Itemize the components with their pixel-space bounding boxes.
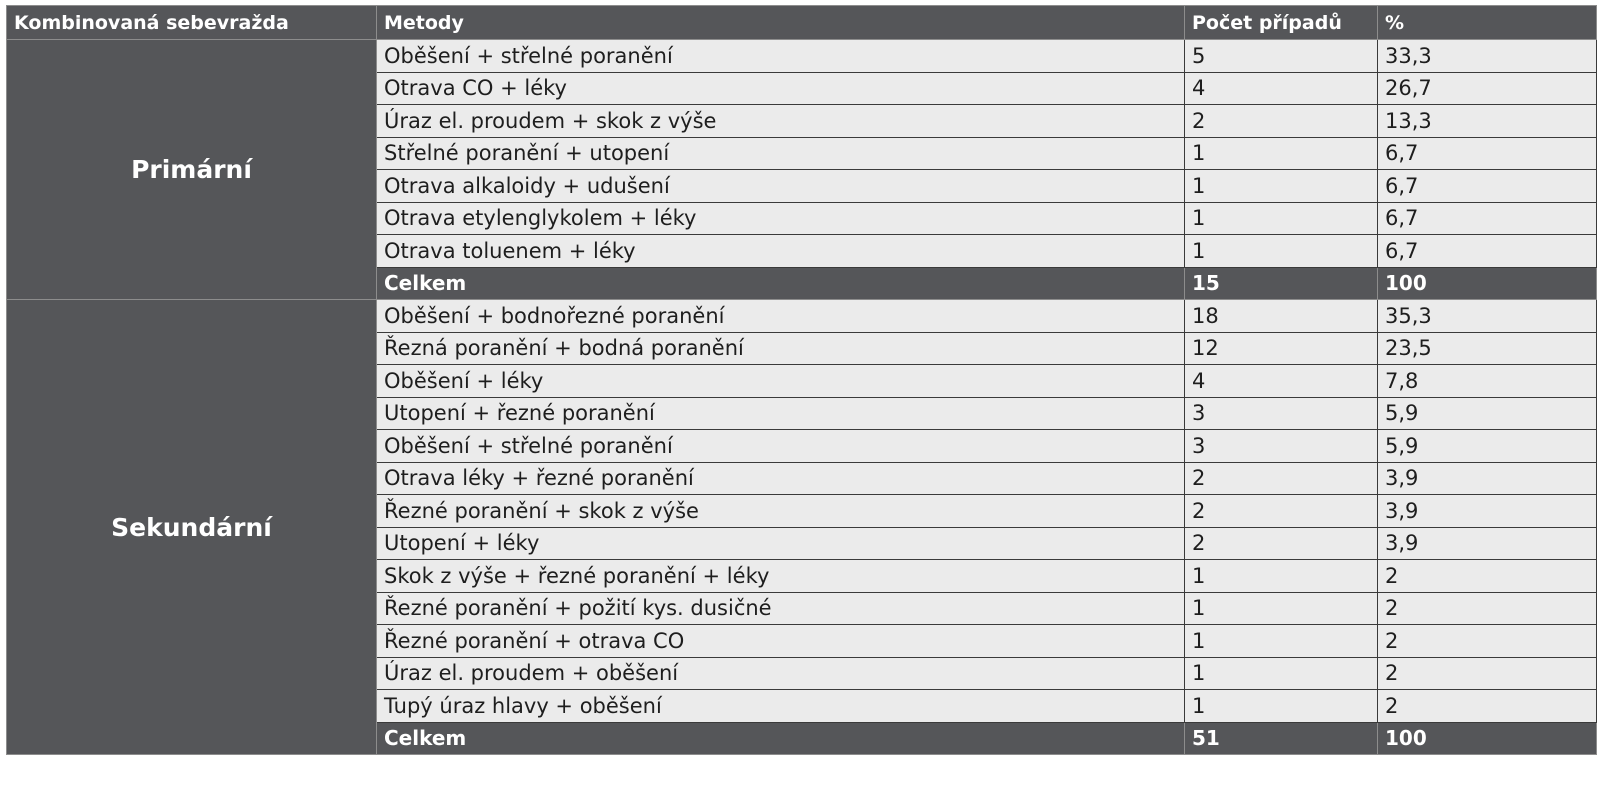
method-cell: Otrava léky + řezné poranění [377, 462, 1185, 495]
percent-cell: 13,3 [1378, 105, 1597, 138]
method-cell: Otrava CO + léky [377, 72, 1185, 105]
percent-cell: 26,7 [1378, 72, 1597, 105]
method-cell: Oběšení + střelné poranění [377, 40, 1185, 73]
method-cell: Střelné poranění + utopení [377, 137, 1185, 170]
percent-cell: 2 [1378, 690, 1597, 723]
method-cell: Utopení + léky [377, 527, 1185, 560]
percent-cell: 2 [1378, 560, 1597, 593]
combined-suicide-table [6, 5, 1597, 755]
table-header [7, 6, 1597, 40]
count-cell: 5 [1185, 40, 1378, 73]
percent-cell: 35,3 [1378, 300, 1597, 333]
percent-cell: 3,9 [1378, 527, 1597, 560]
method-cell: Řezná poranění + bodná poranění [377, 332, 1185, 365]
count-cell: 1 [1185, 657, 1378, 690]
count-cell: 1 [1185, 592, 1378, 625]
method-cell: Otrava toluenem + léky [377, 235, 1185, 268]
method-cell: Řezné poranění + otrava CO [377, 625, 1185, 658]
count-cell: 2 [1185, 495, 1378, 528]
percent-cell: 2 [1378, 592, 1597, 625]
header-percent: % [1378, 6, 1597, 40]
method-cell: Skok z výše + řezné poranění + léky [377, 560, 1185, 593]
table-container [6, 5, 1596, 755]
percent-cell: 6,7 [1378, 202, 1597, 235]
count-cell: 18 [1185, 300, 1378, 333]
percent-cell: 2 [1378, 625, 1597, 658]
count-cell: 1 [1185, 690, 1378, 723]
count-cell: 4 [1185, 72, 1378, 105]
method-cell: Utopení + řezné poranění [377, 397, 1185, 430]
count-cell: 1 [1185, 235, 1378, 268]
total-count: 15 [1185, 267, 1378, 300]
percent-cell: 3,9 [1378, 462, 1597, 495]
group-label: Sekundární [7, 300, 377, 755]
percent-cell: 6,7 [1378, 235, 1597, 268]
method-cell: Otrava alkaloidy + udušení [377, 170, 1185, 203]
method-cell: Řezné poranění + skok z výše [377, 495, 1185, 528]
percent-cell: 23,5 [1378, 332, 1597, 365]
percent-cell: 7,8 [1378, 365, 1597, 398]
count-cell: 2 [1185, 527, 1378, 560]
count-cell: 1 [1185, 560, 1378, 593]
count-cell: 3 [1185, 397, 1378, 430]
count-cell: 1 [1185, 170, 1378, 203]
table-row [7, 40, 1597, 73]
count-cell: 1 [1185, 137, 1378, 170]
method-cell: Oběšení + střelné poranění [377, 430, 1185, 463]
header-case-count: Počet případů [1185, 6, 1378, 40]
count-cell: 1 [1185, 202, 1378, 235]
header-row [7, 6, 1597, 40]
header-combined-suicide: Kombinovaná sebevražda [7, 6, 377, 40]
method-cell: Úraz el. proudem + skok z výše [377, 105, 1185, 138]
count-cell: 12 [1185, 332, 1378, 365]
percent-cell: 33,3 [1378, 40, 1597, 73]
table-row [7, 300, 1597, 333]
count-cell: 1 [1185, 625, 1378, 658]
percent-cell: 6,7 [1378, 170, 1597, 203]
total-label: Celkem [377, 267, 1185, 300]
count-cell: 3 [1185, 430, 1378, 463]
total-label: Celkem [377, 722, 1185, 755]
percent-cell: 2 [1378, 657, 1597, 690]
percent-cell: 3,9 [1378, 495, 1597, 528]
percent-cell: 5,9 [1378, 430, 1597, 463]
method-cell: Oběšení + léky [377, 365, 1185, 398]
method-cell: Úraz el. proudem + oběšení [377, 657, 1185, 690]
group-label: Primární [7, 40, 377, 300]
count-cell: 2 [1185, 105, 1378, 138]
percent-cell: 6,7 [1378, 137, 1597, 170]
total-percent: 100 [1378, 722, 1597, 755]
method-cell: Otrava etylenglykolem + léky [377, 202, 1185, 235]
header-methods: Metody [377, 6, 1185, 40]
method-cell: Tupý úraz hlavy + oběšení [377, 690, 1185, 723]
method-cell: Řezné poranění + požití kys. dusičné [377, 592, 1185, 625]
total-percent: 100 [1378, 267, 1597, 300]
percent-cell: 5,9 [1378, 397, 1597, 430]
count-cell: 4 [1185, 365, 1378, 398]
total-count: 51 [1185, 722, 1378, 755]
method-cell: Oběšení + bodnořezné poranění [377, 300, 1185, 333]
table-body [7, 40, 1597, 755]
count-cell: 2 [1185, 462, 1378, 495]
